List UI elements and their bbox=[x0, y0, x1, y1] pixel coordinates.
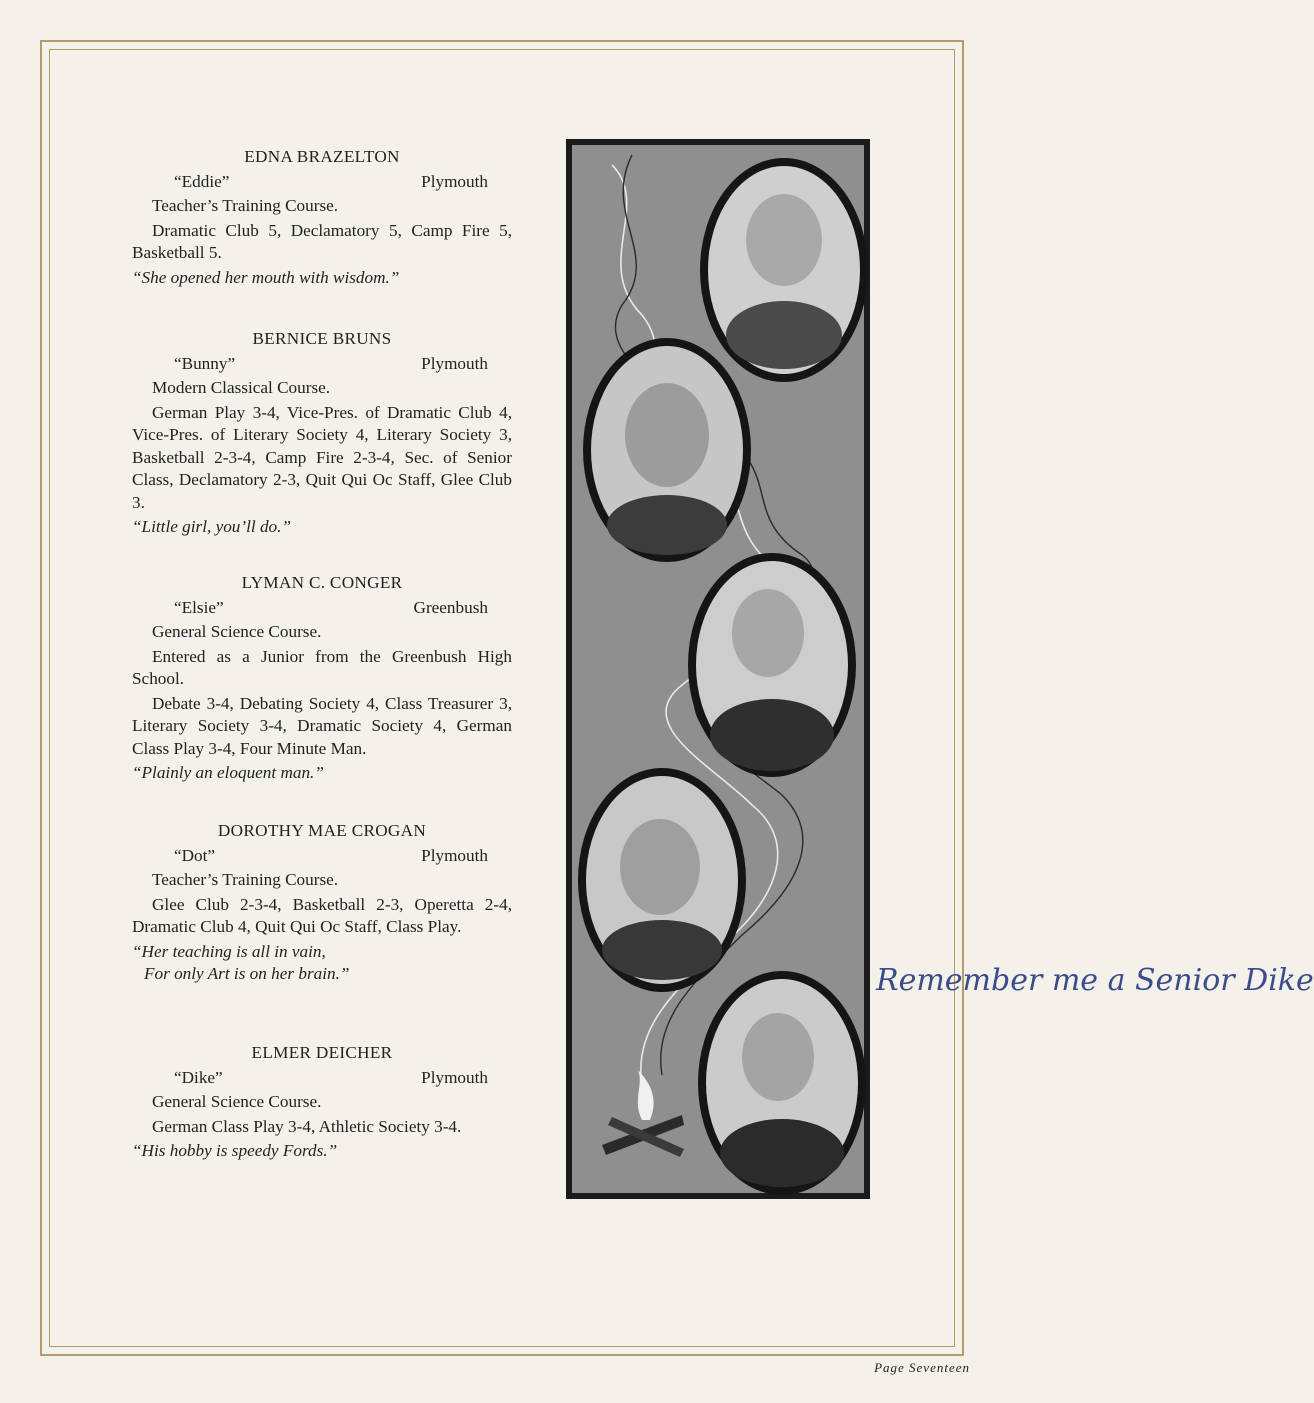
student-activities: Debate 3-4, Debating Society 4, Class Treasurer 3, Literary Society 3-4, Dramatic Society 4, German Class Play 3-4, Four Minute Man. bbox=[132, 693, 512, 758]
student-name: ELMER DEICHER bbox=[251, 1043, 393, 1062]
student-activities: German Play 3-4, Vice-Pres. of Dramatic Club 4, Vice-Pres. of Literary Society 4, Literary Society 3, Basketball 2-3-4, Camp Fire 2-3-4, Sec. of Senior Class, Declamatory 2-3, Quit Qui Oc Staff, Glee Club 3. bbox=[132, 402, 512, 512]
entry-elmer-deicher bbox=[132, 1042, 512, 1163]
entry-edna-brazelton bbox=[132, 146, 512, 289]
campfire-illustration bbox=[602, 1070, 684, 1157]
student-quote: “Little girl, you’ll do.” bbox=[132, 517, 292, 536]
student-nickname: “Dike” bbox=[174, 1067, 223, 1087]
page-number: Page Seventeen bbox=[874, 1360, 970, 1375]
student-note: Entered as a Junior from the Greenbush High School. bbox=[132, 646, 512, 688]
student-quote: “His hobby is speedy Fords.” bbox=[132, 1141, 338, 1160]
portrait-oval-2 bbox=[583, 338, 751, 562]
student-course: General Science Course. bbox=[152, 622, 322, 641]
student-course: General Science Course. bbox=[152, 1092, 322, 1111]
student-nickname: “Bunny” bbox=[174, 353, 236, 373]
entry-lyman-conger bbox=[132, 572, 512, 785]
student-activities: Glee Club 2-3-4, Basketball 2-3, Operetta 2-4, Dramatic Club 4, Quit Qui Oc Staff, Class Play. bbox=[132, 894, 512, 936]
student-name: LYMAN C. CONGER bbox=[241, 573, 403, 592]
portrait-panel-art bbox=[572, 145, 864, 1193]
student-nickname: “Elsie” bbox=[174, 597, 224, 617]
student-town: Greenbush bbox=[413, 597, 488, 617]
student-course: Modern Classical Course. bbox=[152, 378, 331, 397]
student-activities: German Class Play 3-4, Athletic Society 3-4. bbox=[152, 1116, 462, 1136]
student-name: EDNA BRAZELTON bbox=[244, 147, 400, 166]
student-town: Plymouth bbox=[421, 353, 488, 373]
student-town: Plymouth bbox=[421, 1067, 488, 1087]
portrait-oval-1 bbox=[700, 158, 868, 382]
student-activities: Dramatic Club 5, Declamatory 5, Camp Fire 5, Basketball 5. bbox=[132, 220, 512, 262]
student-name: BERNICE BRUNS bbox=[252, 329, 392, 348]
student-name: DOROTHY MAE CROGAN bbox=[217, 821, 427, 840]
student-quote: “Plainly an eloquent man.” bbox=[132, 763, 324, 782]
student-town: Plymouth bbox=[421, 171, 488, 191]
portrait-oval-3 bbox=[688, 553, 856, 777]
student-nickname: “Eddie” bbox=[174, 171, 230, 191]
portrait-panel bbox=[566, 139, 870, 1199]
portrait-oval-4 bbox=[578, 768, 746, 992]
handwritten-signature-right: Remember me a Senior Dike bbox=[876, 963, 1314, 998]
entry-dorothy-crogan bbox=[132, 820, 512, 986]
student-nickname: “Dot” bbox=[174, 845, 216, 865]
student-quote: “Her teaching is all in vain, bbox=[132, 941, 326, 961]
student-course: Teacher’s Training Course. bbox=[152, 870, 339, 889]
entry-bernice-bruns bbox=[132, 328, 512, 539]
student-town: Plymouth bbox=[421, 845, 488, 865]
student-quote-line-2: For only Art is on her brain.” bbox=[144, 964, 350, 983]
student-course: Teacher’s Training Course. bbox=[152, 196, 339, 215]
portrait-oval-5 bbox=[698, 971, 866, 1195]
student-quote: “She opened her mouth with wisdom.” bbox=[132, 267, 400, 287]
